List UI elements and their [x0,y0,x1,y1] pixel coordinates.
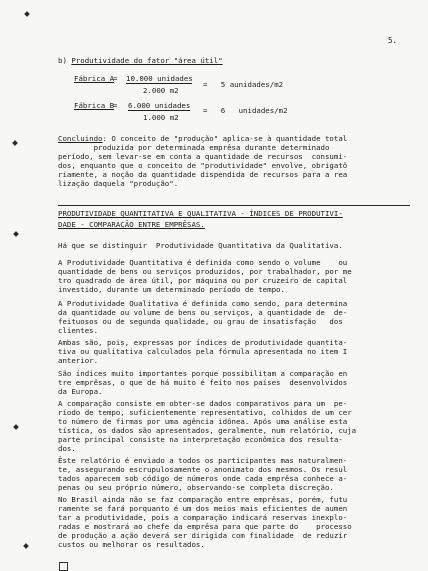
conclusion-line-4: dos, enquanto que o conceito de "produtividade" envolve, obrigatô [58,161,348,170]
body-line: custos ou melhorar os resultados. [58,540,205,549]
margin-mark [13,231,19,237]
body-line: dos. [58,444,76,453]
body-line: tados aparecem sob código de números onde cada emprêsa conhece a- [58,474,348,483]
conclusion-line-2: produzida por determinada emprêsa durante determinado [58,143,330,152]
page-number: 5. [388,36,398,45]
body-line: te, assegurando escrupulosamente o anonimato dos mesmos. Os resul [58,465,348,474]
body-line: Há que se distinguir Produtividade Quantitativa da Qualitativa. [58,241,343,250]
body-line: tre emprêsas, o que de há muito é feito nos países desenvolvidos [58,378,348,387]
body-line: tística, os dados são apresentados, geralmente, num relatório, cuja [58,426,357,435]
body-line: feituosos ou de segunda qualidade, ou grau de insatisfação dos [58,317,343,326]
factory-b-numerator: 6.000 unidades [128,101,191,110]
body-line: A Produtividade Qualitativa é definida como sendo, para determina [58,299,348,308]
body-line: clientes. [58,326,99,335]
body-line: No Brasil ainda não se faz comparação entre emprêsas, porém, futu [58,495,348,504]
body-line: de produção a ação deverá ser dirigida com finalidade de reduzir [58,531,348,540]
section-title-line-1: PRODUTIVIDADE QUANTITATIVA E QUALITATIVA - ÍNDICES DE PRODUTIVI- [58,209,343,218]
body-line: Ambas são, pois, expressas por índices de produtividade quantita- [58,338,348,347]
body-line: tro quadrado de área útil, por máquina ou por cruzeiro de capital [58,276,348,285]
section-title-line-2: DADE - COMPARAÇÃO ENTRE EMPRÊSAS. [58,220,205,229]
factory-a-fraction-bar [126,83,192,84]
conclusion-line-6: lização daquela "produção". [58,179,179,188]
body-line: radas e mostrará ao chefe da emprêsa para que parte do processo [58,522,352,531]
factory-a-numerator: 10.000 unidades [126,74,193,83]
body-line: A Produtividade Quantitativa é definida como sendo o volume ou [58,258,348,267]
margin-mark [24,11,30,17]
factory-a-eq: = [113,74,118,83]
margin-mark [23,543,29,549]
factory-a-label: Fábrica A [74,74,115,83]
factory-b-label: Fábrica B [74,101,115,110]
section-b-heading [58,56,223,65]
conclusion-label: Concluindo [58,134,103,143]
body-line: penas ou seu próprio número, observando-se completa discreção. [58,483,334,492]
body-line: da Europa. [58,387,103,396]
conclusion-line-3: período, sem levar-se em conta a quantidade de recursos consumi- [58,152,348,161]
body-line: tiva ou qualitativa calculados pela fórmula apresentada no item I [58,347,348,356]
margin-mark [13,424,19,430]
body-line: anterior. [58,356,99,365]
body-line: São índices muito importantes porque possibilitam a comparação en [58,369,348,378]
margin-mark [12,140,18,146]
body-line: tar a produtividade, pois a comparação indicará reservas inexplo- [58,513,348,522]
factory-b-eq: = [113,101,118,110]
factory-b-fraction-bar [128,110,190,111]
body-line: parte principal consiste na interpretação econômica dos resulta- [58,435,343,444]
body-line: ríodo de tempo, suficientemente representativo, colhidos de um cer [58,408,352,417]
conclusion-line-5: riamente, a noção da quantidade dispendida de recursos para a rea [58,170,348,179]
factory-b-result: = 6 unidades/m2 [203,106,288,115]
factory-a-result: = 5 aunidades/m2 [203,80,284,89]
body-line: A comparação consiste em obter-se dados comparativos para um pe- [58,399,348,408]
body-line: Êste relatório é enviado a todos os participantes mas naturalmen- [58,456,348,465]
conclusion-line-1 [58,134,347,143]
factory-b-denominator: 1.000 m2 [143,113,179,122]
body-line: quantidade de bens ou serviços produzidos, por trabalhador, por me [58,267,352,276]
body-line: ramente se fará porquanto é um dos meios mais eficientes de aumen [58,504,348,513]
section-b-prefix: b) [58,56,72,65]
factory-a-denominator: 2.000 m2 [143,86,179,95]
body-line: investido, durante um determinado período de tempo. [58,285,285,294]
body-line: to número de firmas por uma agência idônea. Após uma análise esta [58,417,348,426]
body-line: da quantidade ou volume de bens ou serviços, a quantidade de de- [58,308,348,317]
section-b-heading-text: Produtividade do fator "área útil" [71,56,223,65]
conclusion-text-1: : O conceito de "produção" aplica-se à quantidade total [102,134,348,143]
section-top-rule [58,205,410,206]
